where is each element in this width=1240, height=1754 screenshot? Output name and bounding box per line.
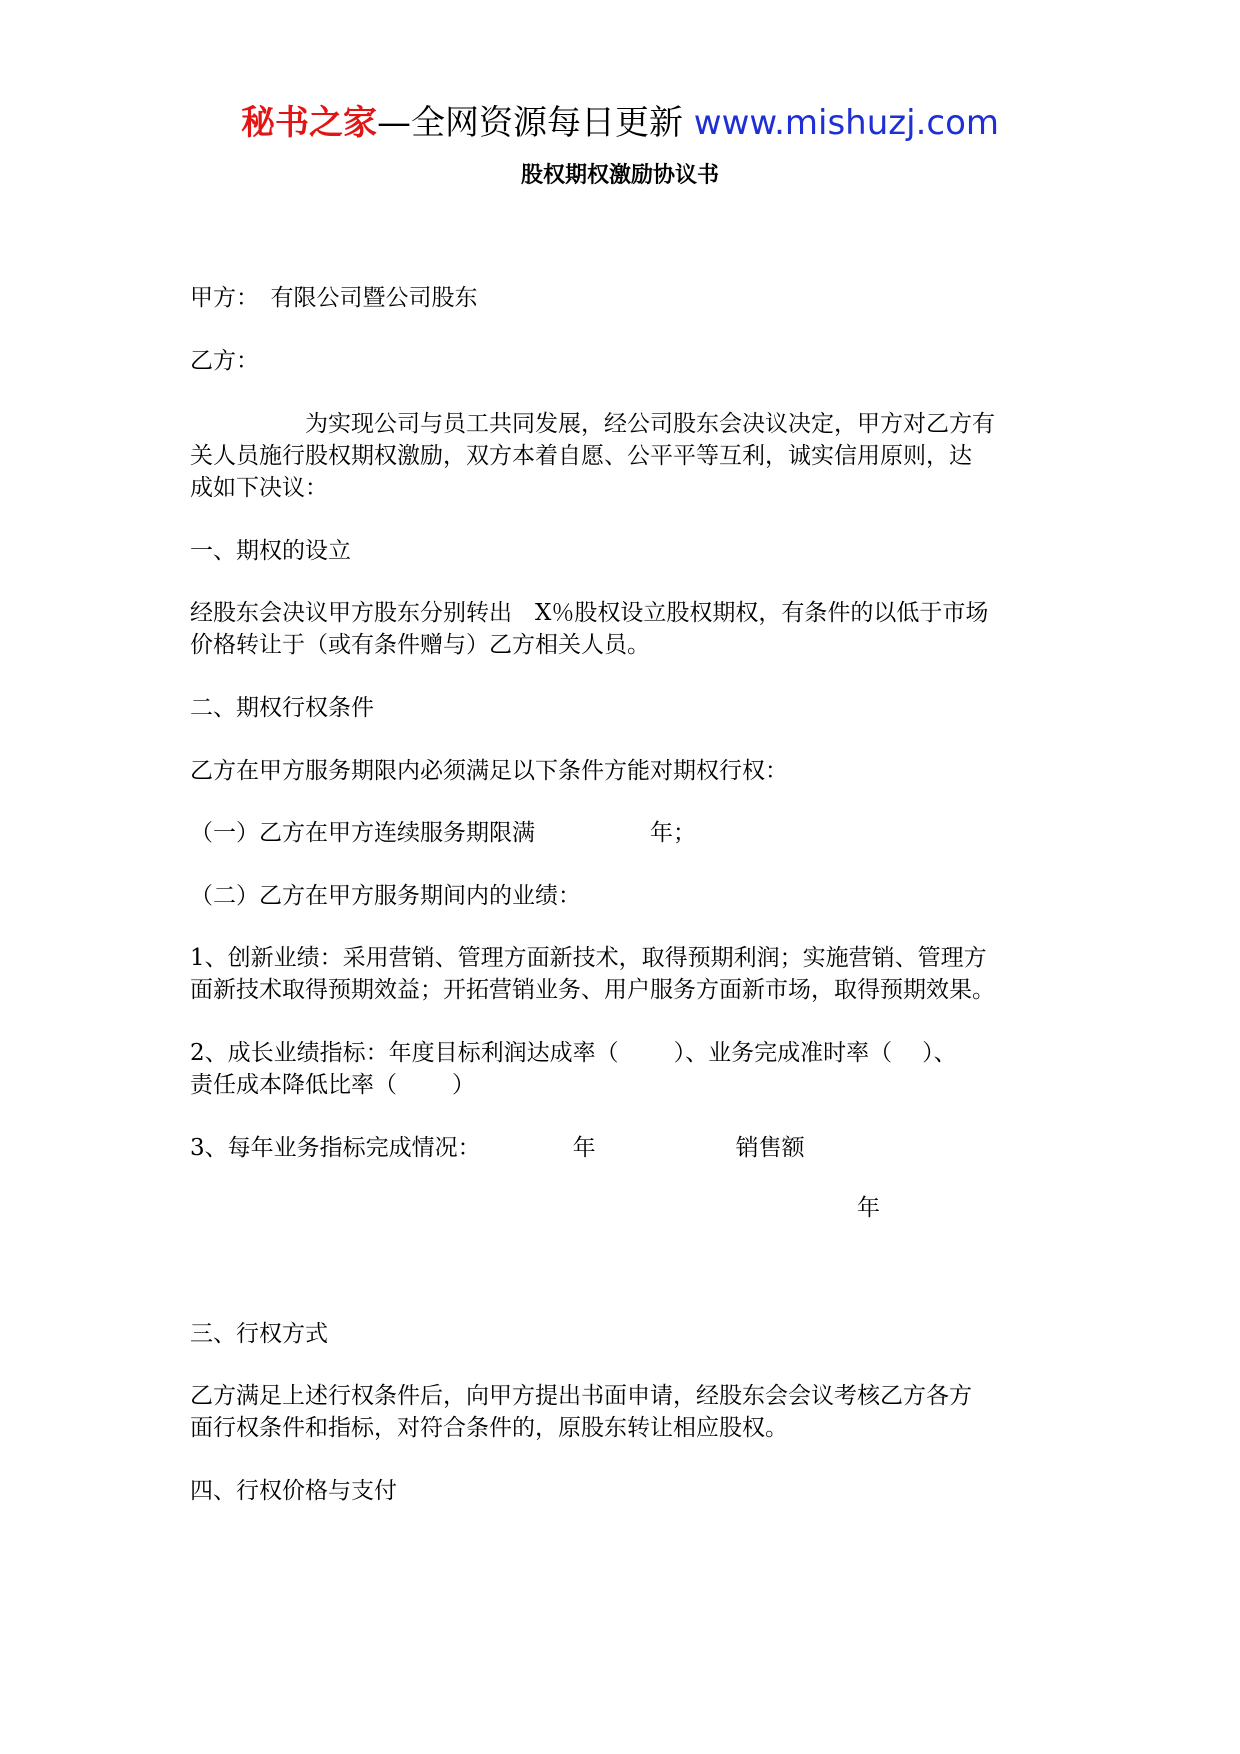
section-3-line-1: 乙方满足上述行权条件后，向甲方提出书面申请，经股东会会议考核乙方各方 [190, 1383, 972, 1409]
item-1-line-2: 面新技术取得预期效益；开拓营销业务、用户服务方面新市场，取得预期效果。 [190, 977, 995, 1003]
item-2-target-label: 2、成长业绩指标：年度目标利润达成率（ [190, 1040, 619, 1066]
section-1-line-1: 经股东会决议甲方股东分别转出 X％股权设立股权期权，有条件的以低于市场 [190, 600, 989, 626]
section-1-heading: 一、期权的设立 [190, 538, 351, 564]
party-a-line: 甲方： 有限公司暨公司股东 [190, 285, 478, 311]
document-title: 股权期权激励协议书 [520, 163, 719, 188]
site-header [0, 98, 1240, 148]
condition-1-line [190, 817, 1065, 849]
item-2-line-2-end: ） [452, 1072, 475, 1098]
condition-2-line: （二）乙方在甲方服务期间内的业绩： [190, 883, 581, 909]
item-2-line-1 [190, 1037, 1065, 1069]
item-2-line-2 [190, 1069, 1065, 1101]
header-url-link[interactable]: www.mishuzj.com [693, 103, 999, 143]
item-3-label: 3、每年业务指标完成情况： [190, 1135, 481, 1161]
item-3-line [190, 1132, 1065, 1164]
section-4-heading: 四、行权价格与支付 [190, 1478, 397, 1504]
condition-1-suffix: 年； [650, 820, 696, 846]
item-2-cost-label: 责任成本降低比率（ [190, 1072, 397, 1098]
item-2-line-1-end: ）、 [922, 1040, 957, 1066]
section-1-line-2: 价格转让于（或有条件赠与）乙方相关人员。 [190, 632, 650, 658]
header-slogan: —全网资源每日更新 [376, 103, 683, 143]
intro-line-1: 为实现公司与员工共同发展，经公司股东会决议决定，甲方对乙方有 [305, 411, 995, 437]
item-3-sales: 销售额 [735, 1135, 805, 1161]
intro-line-3: 成如下决议： [190, 475, 328, 501]
item-3-year-2: 年 [857, 1195, 880, 1221]
section-2-intro: 乙方在甲方服务期限内必须满足以下条件方能对期权行权： [190, 758, 788, 784]
section-2-heading: 二、期权行权条件 [190, 695, 374, 721]
item-2-ontime-label: ）、业务完成准时率（ [673, 1040, 893, 1066]
item-1-line-1: 1、创新业绩：采用营销、管理方面新技术，取得预期利润；实施营销、管理方 [190, 945, 987, 971]
condition-1-prefix: （一）乙方在甲方连续服务期限满 [190, 820, 535, 846]
section-3-line-2: 面行权条件和指标，对符合条件的，原股东转让相应股权。 [190, 1415, 788, 1441]
section-3-heading: 三、行权方式 [190, 1321, 328, 1347]
header-brand: 秘书之家 [240, 103, 377, 143]
item-3-year: 年 [572, 1135, 596, 1161]
party-b-line: 乙方： [190, 348, 259, 374]
intro-line-2: 关人员施行股权期权激励，双方本着自愿、公平平等互利，诚实信用原则，达 [190, 443, 972, 469]
